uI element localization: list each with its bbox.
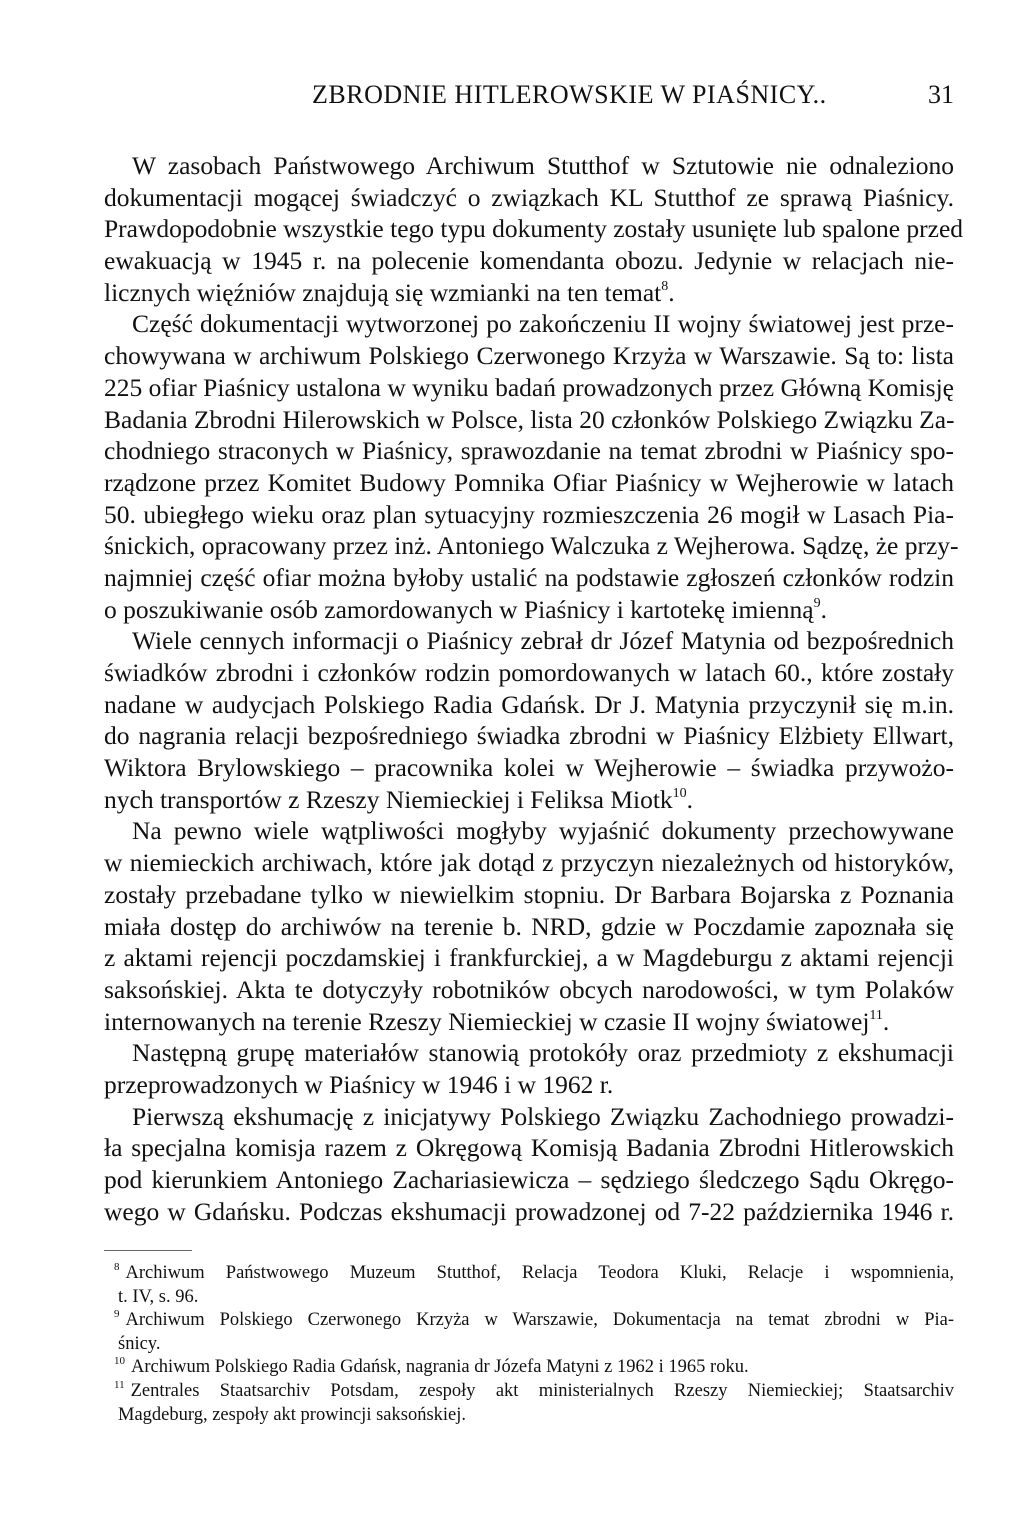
text-line-tail: .: [882, 1006, 890, 1036]
text-line: [104, 372, 954, 404]
footnote-number: 8: [114, 1261, 120, 1273]
text-line: [104, 784, 954, 816]
text-line: [104, 1006, 954, 1038]
footnote-line: [104, 1309, 954, 1333]
text-line: [104, 942, 954, 974]
text-line-content: rządzone przez Komitet Budowy Pomnika Ofiar Piaśnicy w Wejherowie w latach: [104, 467, 954, 497]
footnote-number: 9: [114, 1308, 120, 1321]
footnote-line: [104, 1356, 954, 1380]
text-line-content: śnickich, opracowany przez inż. Antoniego Walczuka z Wejherowa. Sądzę, że przy-: [104, 531, 959, 561]
text-line-content: Na pewno wiele wątpliwości mogłyby wyjaśnić dokumenty przechowywane: [132, 816, 954, 846]
text-line: [104, 752, 954, 784]
text-line-content: do nagrania relacji bezpośredniego świadka zbrodni w Piaśnicy Elżbiety Ellwart,: [104, 721, 954, 751]
footnote-reference: 10: [672, 785, 687, 801]
text-line: [104, 911, 954, 943]
text-line: [104, 879, 954, 911]
text-line: [104, 689, 954, 721]
page-number: 31: [928, 80, 954, 109]
footnote-number: 10: [114, 1355, 125, 1368]
footnote-line: [104, 1333, 954, 1357]
text-line-tail: .: [820, 594, 827, 624]
footnotes: [104, 1262, 954, 1427]
text-line: [104, 657, 954, 689]
text-line-content: Wiktora Brylowskiego – pracownika kolei w Wejherowie – świadka przywożo-: [104, 753, 954, 783]
footnote-text: śnicy.: [118, 1333, 161, 1354]
text-line-content: nadane w audycjach Polskiego Radia Gdańsk. Dr J. Matynia przyczynił się m.in.: [104, 689, 954, 719]
text-line-content: nych transportów z Rzeszy Niemieckiej i Feliksa Miotk: [104, 784, 673, 814]
text-line-content: licznych więźniów znajdują się wzmianki na ten temat: [104, 277, 662, 307]
text-line: [104, 340, 954, 372]
running-title: ZBRODNIE HITLEROWSKIE W PIAŚNICY..: [312, 80, 827, 109]
text-line-content: chowywana w archiwum Polskiego Czerwonego Krzyża w Warszawie. Są to: lista: [104, 341, 954, 371]
text-line: [104, 467, 954, 499]
text-line: [104, 277, 954, 309]
footnote-reference: 9: [813, 595, 821, 611]
footnote-line: [104, 1262, 954, 1286]
text-line: [104, 182, 954, 214]
text-line-tail: .: [668, 277, 675, 307]
text-line-content: o poszukiwanie osób zamordowanych w Piaśnicy i kartotekę imienną: [104, 594, 814, 624]
text-line: [104, 974, 954, 1006]
text-line-content: zostały przebadane tylko w niewielkim stopniu. Dr Barbara Bojarska z Poznania: [104, 879, 954, 909]
text-line-content: ła specjalna komisja razem z Okręgową Komisją Badania Zbrodni Hitlerowskich: [104, 1133, 954, 1163]
text-line-content: Prawdopodobnie wszystkie tego typu dokumenty zostały usunięte lub spalone przed: [104, 214, 964, 244]
text-line: [104, 594, 954, 626]
text-line-content: dokumentacji mogącej świadczyć o związkach KL Stutthof ze sprawą Piaśnicy.: [104, 182, 954, 212]
text-line: [104, 625, 954, 657]
text-line: [104, 1037, 954, 1069]
footnote-separator: [104, 1250, 192, 1251]
text-line: [104, 1069, 954, 1101]
footnote-line: [104, 1380, 954, 1404]
text-line: [104, 847, 954, 879]
text-line: [104, 1196, 954, 1228]
text-line: [104, 245, 954, 277]
body-text: [104, 150, 964, 1227]
text-line: [104, 499, 954, 531]
running-header: [104, 80, 954, 120]
text-line: [104, 213, 964, 245]
text-line-content: wego w Gdańsku. Podczas ekshumacji prowadzonej od 7-22 października 1946 r.: [104, 1196, 954, 1226]
text-line-content: internowanych na terenie Rzeszy Niemieckiej w czasie II wojny światowej: [104, 1006, 870, 1036]
text-line: [104, 404, 954, 436]
text-line: [104, 150, 954, 182]
text-line-content: Część dokumentacji wytworzonej po zakończeniu II wojny światowej jest prze-: [132, 309, 954, 339]
text-line: [104, 1132, 954, 1164]
text-line: [104, 720, 954, 752]
text-line-content: Pierwszą ekshumację z inicjatywy Polskiego Związku Zachodniego prowadzi-: [132, 1101, 954, 1131]
footnote-text: t. IV, s. 96.: [118, 1286, 199, 1307]
text-line: [104, 1101, 954, 1133]
footnote-number: 11: [114, 1378, 125, 1391]
footnote-text: Magdeburg, zespoły akt prowincji saksońskiej.: [118, 1404, 467, 1425]
footnote-text: Archiwum Państwowego Muzeum Stutthof, Relacja Teodora Kluki, Relacje i wspomnienia,: [125, 1263, 954, 1283]
footnote-reference: 8: [661, 278, 669, 294]
text-line-content: chodniego straconych w Piaśnicy, sprawozdanie na temat zbrodni w Piaśnicy spo-: [104, 436, 954, 466]
text-line-content: saksońskiej. Akta te dotyczyły robotników obcych narodowości, w tym Polaków: [104, 974, 954, 1004]
text-line: [104, 815, 954, 847]
text-line-tail: .: [686, 784, 694, 814]
footnote-text: Zentrales Staatsarchiv Potsdam, zespoły akt ministerialnych Rzeszy Niemieckiej; Staatsarchiv: [130, 1380, 954, 1401]
text-line-content: ewakuacją w 1945 r. na polecenie komendanta obozu. Jedynie w relacjach nie-: [104, 246, 954, 276]
text-line: [104, 308, 954, 340]
text-line-content: z aktami rejencji poczdamskiej i frankfurckiej, a w Magdeburgu z aktami rejencji: [104, 943, 954, 973]
text-line-content: 225 ofiar Piaśnicy ustalona w wyniku badań prowadzonych przez Główną Komisję: [104, 372, 954, 402]
text-line-content: pod kierunkiem Antoniego Zachariasiewicza – sędziego śledczego Sądu Okręgo-: [104, 1165, 954, 1194]
text-line-content: Badania Zbrodni Hilerowskich w Polsce, lista 20 członków Polskiego Związku Za-: [104, 404, 955, 434]
text-line: [104, 562, 954, 594]
text-line-content: 50. ubiegłego wieku oraz plan sytuacyjny rozmieszczenia 26 mogił w Lasach Pia-: [104, 499, 954, 529]
text-line: [104, 1164, 954, 1196]
text-line-content: Wiele cennych informacji o Piaśnicy zebrał dr Józef Matynia od bezpośrednich: [132, 626, 954, 656]
footnote-text: Archiwum Polskiego Czerwonego Krzyża w Warszawie, Dokumentacja na temat zbrodni w Pia-: [125, 1310, 954, 1331]
text-line-content: świadków zbrodni i członków rodzin pomordowanych w latach 60., które zostały: [104, 658, 954, 687]
text-line-content: w niemieckich archiwach, które jak dotąd z przyczyn niezależnych od historyków,: [104, 848, 954, 878]
footnote-line: [104, 1404, 954, 1428]
footnote-reference: 11: [869, 1007, 883, 1023]
text-line: [104, 435, 954, 467]
text-line: [104, 530, 959, 562]
text-line-content: przeprowadzonych w Piaśnicy w 1946 i w 1962 r.: [104, 1069, 614, 1099]
text-line-content: W zasobach Państwowego Archiwum Stutthof w Sztutowie nie odnaleziono: [132, 151, 954, 180]
text-line-content: Następną grupę materiałów stanowią protokóły oraz przedmioty z ekshumacji: [132, 1038, 954, 1068]
text-line-content: miała dostęp do archiwów na terenie b. NRD, gdzie w Poczdamie zapoznała się: [104, 911, 954, 941]
footnote-line: [104, 1286, 954, 1310]
footnote-text: Archiwum Polskiego Radia Gdańsk, nagrania dr Józefa Matyni z 1962 i 1965 roku.: [131, 1357, 749, 1378]
text-line-content: najmniej część ofiar można byłoby ustalić na podstawie zgłoszeń członków rodzin: [104, 562, 954, 592]
